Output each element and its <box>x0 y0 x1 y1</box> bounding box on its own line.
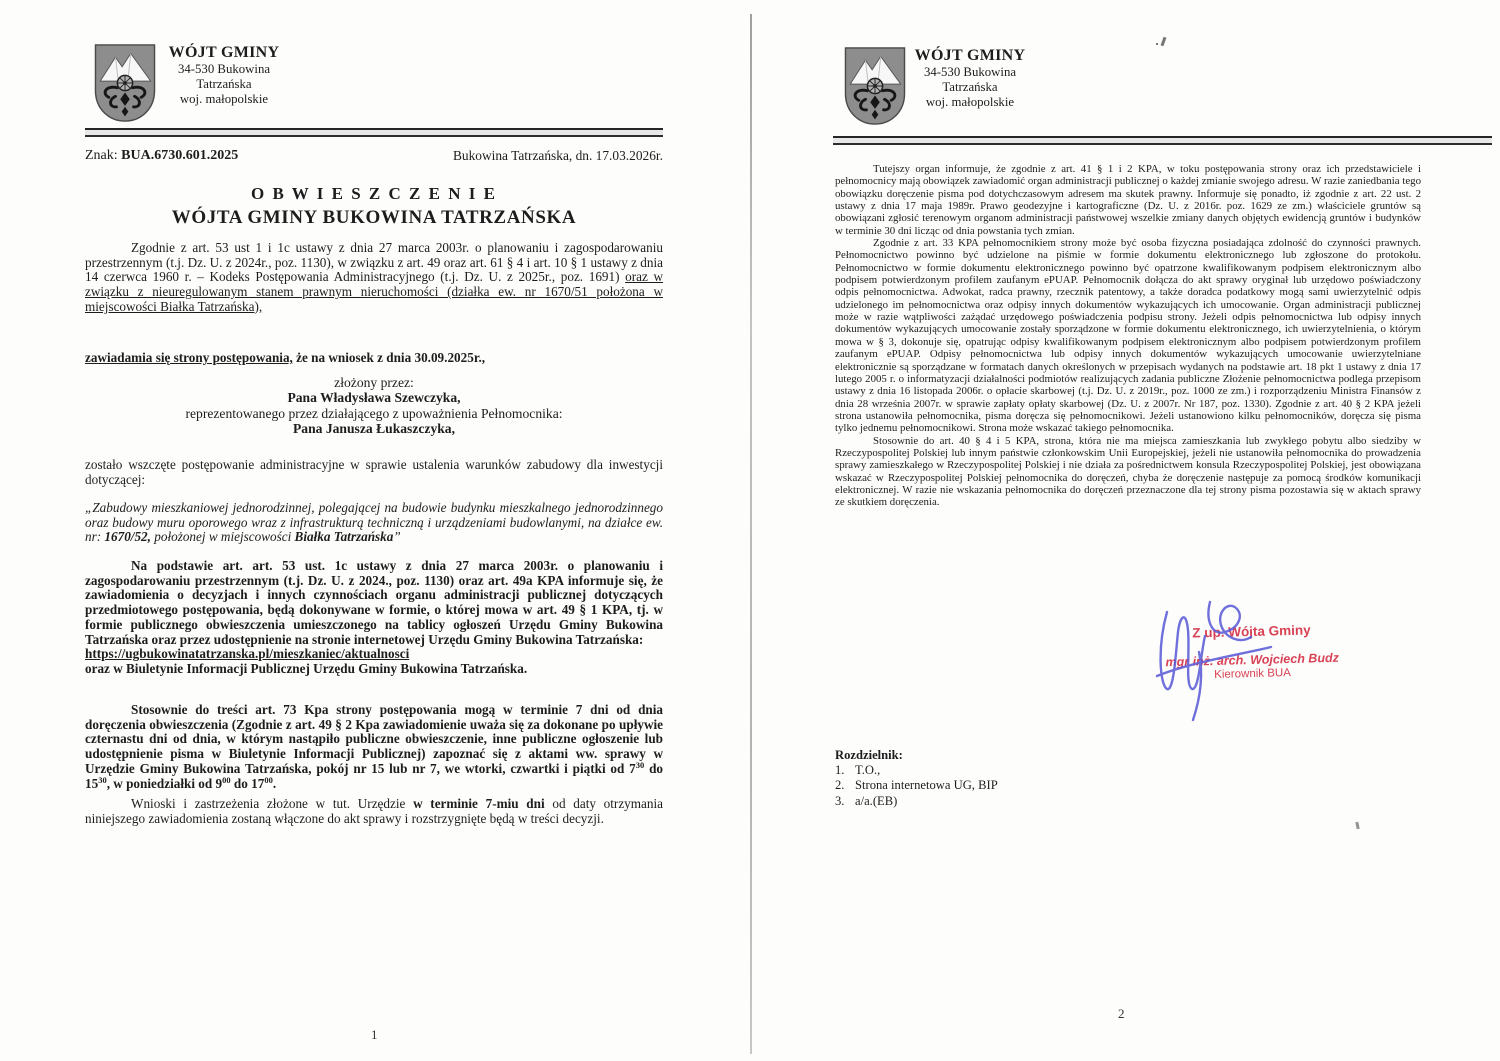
inspection-text-2: do 15 <box>85 760 663 791</box>
paragraph-proceeding: zostało wszczęte postępowanie administracyjne w sprawie ustalenia warunków zabudowy dla inwestycji dotyczącej: <box>85 457 663 487</box>
attorney-name: Pana Janusza Łukaszczyka, <box>292 421 456 437</box>
list-item <box>835 794 1135 809</box>
page-2-body <box>835 163 1421 509</box>
signature-scribble <box>1147 590 1297 725</box>
title-line-2: WÓJTA GMINY BUKOWINA TATRZAŃSKA <box>171 207 577 228</box>
dateline: Bukowina Tatrzańska, dn. 17.03.2026r. <box>452 148 663 163</box>
representation-line: reprezentowanego przez działającego z upoważnienia Pełnomocnika: <box>185 405 563 421</box>
legal-basis-underlined: oraz w związku z nieuregulowanym stanem prawnym nieruchomości (działka ew. nr 1670/51 położona w miejscowości Białka Tatrzańska), <box>85 269 664 314</box>
quote-closing: ” <box>393 529 401 545</box>
case-number-label: Znak: <box>85 148 118 163</box>
item-text: T.O., <box>855 763 881 778</box>
quote-part-1: „Zabudowy mieszkaniowej jednorodzinnej, polegającej na budowie budynku mieszkalnego jednorodzinnego oraz budowy muru oporowego wraz z infrastrukturą techniczną i urządzeniami budowlanymi, na działce ew. nr: <box>85 500 663 545</box>
scan-artifact <box>1156 43 1158 45</box>
coat-of-arms-icon <box>93 43 157 123</box>
document-title <box>85 184 663 229</box>
list-item <box>835 778 1135 793</box>
list-item <box>835 763 1135 778</box>
hours-sup-2: 30 <box>98 774 107 785</box>
page-1-number: 1 <box>371 1027 378 1042</box>
item-number: 3. <box>835 793 845 808</box>
letterhead-address: 34-530 Bukowina Tatrzańska <box>177 62 271 91</box>
reference-row <box>85 148 663 164</box>
page-1 <box>0 0 748 1061</box>
quote-part-2: położonej w miejscowości <box>150 529 295 545</box>
scan-artifact <box>1161 37 1167 46</box>
letterhead-voivodeship: woj. małopolskie <box>925 95 1015 109</box>
notification-underlined: zawiadamia się strony postępowania, <box>85 350 293 365</box>
header-rule <box>833 136 1492 145</box>
title-line-1: O B W I E S Z C Z E N I E <box>251 184 497 203</box>
paragraph-public-notice-form <box>85 559 663 677</box>
distribution-heading: Rozdzielnik: <box>835 748 903 762</box>
hours-sup-1: 30 <box>635 759 645 770</box>
quote-village: Białka Tatrzańska <box>294 529 394 545</box>
stamp-signer-title: Kierownik BUA <box>1214 666 1292 681</box>
letterhead <box>895 47 1045 110</box>
page-2-number: 2 <box>1118 1006 1125 1021</box>
inspection-text-3: , w poniedziałki od 9 <box>106 775 223 791</box>
header-rule <box>85 128 663 137</box>
letterhead <box>149 44 299 107</box>
letterhead-voivodeship: woj. małopolskie <box>179 92 269 106</box>
public-notice-form-text: Na podstawie art. art. 53 ust. 1c ustawy z dnia 27 marca 2003r. o planowaniu i zagospodarowaniu przestrzennym (t.j. Dz. U. z 2024., poz. 1130) oraz art. 49a KPA informuje się, że zawiadomienia o decyzjach i innych czynnościach organu administracji publicznej dotyczących przedmiotowego postępowania, będą dokonywane w formie, o której mowa w art. 49 § 1 KPA, tj. w formie publicznego obwieszczenia umieszczonego na tablicy ogłoszeń Urzędu Gminy Bukowina Tatrzańska oraz przez udostępnienie na stronie internetowej Urzędu Gminy Bukowina Tatrzańska: <box>85 558 663 647</box>
letterhead-address: 34-530 Bukowina Tatrzańska <box>923 65 1017 94</box>
stamp-signer-name: mgr inż. arch. Wojciech Budz <box>1165 650 1340 670</box>
item-number: 1. <box>835 763 845 778</box>
requests-text-1: Wnioski i zastrzeżenia złożone w tut. Urzędzie <box>131 796 414 811</box>
notification-line <box>85 351 663 366</box>
stamp-authority-line: Z up. Wójta Gminy <box>1192 622 1311 641</box>
quote-plot-number: 1670/52, <box>104 529 151 545</box>
applicant-block <box>85 375 663 437</box>
scan-artifact <box>1355 822 1359 829</box>
submitted-by-label: złożony przez: <box>334 375 414 390</box>
paragraph-investment-quote <box>85 501 663 545</box>
inspection-text-1: Stosownie do treści art. 73 Kpa strony postępowania mogą w terminie 7 dni od dnia doręczenia obwieszczenia (Zgodnie z art. 49 § 2 Kpa zawiadomienie uważa się za dokonane po upływie czternastu dni od dnia, w którym nastąpiło publiczne obwieszczenie, inne publiczne ogłoszenie lub udostępnienie pisma w Biuletynie Informacji Publicznej) zapoznać się z aktami ww. sprawy w Urzędzie Gminy Bukowina Tatrzańska, pokój nr 15 lub nr 7, we wtorki, czwartki i piątki od 7 <box>85 702 663 776</box>
hours-sup-3: 00 <box>222 774 231 785</box>
legal-basis-text: Zgodnie z art. 53 ust 1 i 1c ustawy z dnia 27 marca 2003r. o planowaniu i zagospodarowaniu przestrzennym (t.j. Dz. U. z 2024r., poz. 1130), w związku z art. 49 oraz art. 61 § 4 i art. 10 § 1 ustawy z dnia 14 czerwca 1960 r. – Kodeks Postępowania Administracyjnego (t.j. Dz. U. z 2025r., poz. 1691) <box>85 240 663 285</box>
bip-line: oraz w Biuletynie Informacji Publicznej Urzędu Gminy Bukowina Tatrzańska. <box>85 660 528 676</box>
item-number: 2. <box>835 778 845 793</box>
applicant-name: Pana Władysława Szewczyka, <box>287 390 461 406</box>
paragraph-inspection-terms <box>85 703 663 791</box>
page-2 <box>752 0 1500 1061</box>
case-number-value: BUA.6730.601.2025 <box>121 148 239 163</box>
letterhead-org: WÓJT GMINY <box>914 47 1026 64</box>
inspection-text-5: . <box>272 775 277 791</box>
website-url: https://ugbukowinatatrzanska.pl/mieszkaniec/aktualnosci <box>85 646 410 662</box>
distribution-list <box>835 748 1135 809</box>
paragraph-requests <box>85 797 663 826</box>
paragraph-power-of-attorney: Zgodnie z art. 33 KPA pełnomocnikiem strony może być osoba fizyczna posiadająca zdolność do czynności prawnych. Pełnomocnictwo powinno być udzielone na piśmie w formie dokumentu elektronicznego lub zgłoszone do protokołu. Pełnomocnictwo w formie dokumentu elektronicznego powinno być opatrzone kwalifikowanym podpisem elektronicznym albo podpisem potwierdzonym profilem zaufanym ePUAP. Pełnomocnik dołącza do akt sprawy oryginał lub urzędowo poświadczony odpis pełnomocnictwa. Adwokat, radca prawny, rzecznik patentowy, a także doradca podatkowy mogą sami uwierzytelnić odpis udzielonego im pełnomocnictwa oraz odpisy innych dokumentów wykazujących ich umocowanie. Organ administracji publicznej może w razie wątpliwości zażądać urzędowego poświadczenia podpisu strony. Jeżeli odpis pełnomocnictwa lub odpisy innych dokumentów wykazujących umocowanie zostały sporządzone w formie dokumentu elektronicznego, ich uwierzytelnienia, o którym mowa w § 3, dokonuje się, opatrując odpisy kwalifikowanym podpisem elektronicznym albo podpisem potwierdzonym profilem zaufanym ePUAP. Odpisy pełnomocnictwa lub odpisy innych dokumentów wykazujących umocowanie uwierzytelniane elektronicznie są sporządzane w formatach danych określonych w przepisach wydanych na podstawie art. 18 pkt 1 ustawy z dnia 17 lutego 2005 r. o informatyzacji działalności podmiotów realizujących zadania publiczne Złożenie pełnomocnictwa podlega przepisom ustawy z dnia 16 listopada 2006r. o opłacie skarbowej (t.j. Dz. U. z 2019r., poz. 1000 ze zm.) i rozporządzeniu Ministra Finansów z dnia 28 września 2007r. w sprawie zapłaty opłaty skarbowej (Dz. U. z 2007r. Nr 187, poz. 1330). Zgodnie z art. 40 § 2 KPA jeżeli strona ustanowiła pełnomocnika, pisma doręcza się pełnomocnikowi. Jeżeli ustanowiono kilku pełnomocników, doręcza się pisma tylko jednemu pełnomocnikowi. Strona może wskazać takiego pełnomocnika. <box>835 237 1421 435</box>
paragraph-address-change: Tutejszy organ informuje, że zgodnie z art. 41 § 1 i 2 KPA, w toku postępowania strony oraz ich przedstawiciele i pełnomocnicy mają obowiązek zawiadomić organ administracji publicznej o każdej zmianie swojego adresu. W razie zaniedbania tego obowiązku doręczenie pisma pod dotychczasowym adresem ma skutek prawny. Informuje się ponadto, iż zgodnie z art. 22 ust. 2 ustawy z dnia 17 maja 1989r. Prawo geodezyjne i kartograficzne (Dz. U. z 2016r. poz. 1629 ze zm.) właściciele gruntów są obowiązani zgłosić terenowym organom administracji państwowej wszelkie zmiany danych objętych ewidencją gruntów i budynków w terminie 30 dni licząc od dnia powstania tych zmian. <box>835 163 1421 237</box>
case-number <box>85 148 238 164</box>
letterhead-org: WÓJT GMINY <box>168 44 280 61</box>
paragraph-foreign-party: Stosownie do art. 40 § 4 i 5 KPA, strona, która nie ma miejsca zamieszkania lub zwykłego pobytu albo siedziby w Rzeczypospolitej Polskiej lub innym państwie członkowskim Unii Europejskiej, jeżeli nie ustanowiła pełnomocnika do prowadzenia sprawy zamieszkałego w Rzeczypospolitej Polskiej i nie działa za pośrednictwem konsula Rzeczypospolitej Polskiej, jest obowiązana wskazać w Rzeczypospolitej Polskiej pełnomocnika do doręczeń, chyba że doręczenie następuje za pomocą środków komunikacji elektronicznej. W razie nie wskazania pełnomocnika do doręczeń przeznaczone dla tej strony pisma pozostawia się w aktach sprawy ze skutkiem doręczenia. <box>835 434 1421 509</box>
requests-deadline: w terminie 7-miu dni <box>413 796 545 811</box>
item-text: a/a.(EB) <box>855 793 898 808</box>
hours-sup-4: 00 <box>264 774 273 785</box>
requests-text-2: od daty otrzymania niniejszego zawiadomienia zostaną włączone do akt sprawy i rozstrzygnięte będą w treści decyzji. <box>85 796 663 826</box>
inspection-text-4: do 17 <box>230 775 265 791</box>
notification-rest: że na wniosek z dnia 30.09.2025r., <box>292 350 486 365</box>
item-text: Strona internetowa UG, BIP <box>855 778 998 793</box>
paragraph-legal-basis <box>85 241 663 315</box>
